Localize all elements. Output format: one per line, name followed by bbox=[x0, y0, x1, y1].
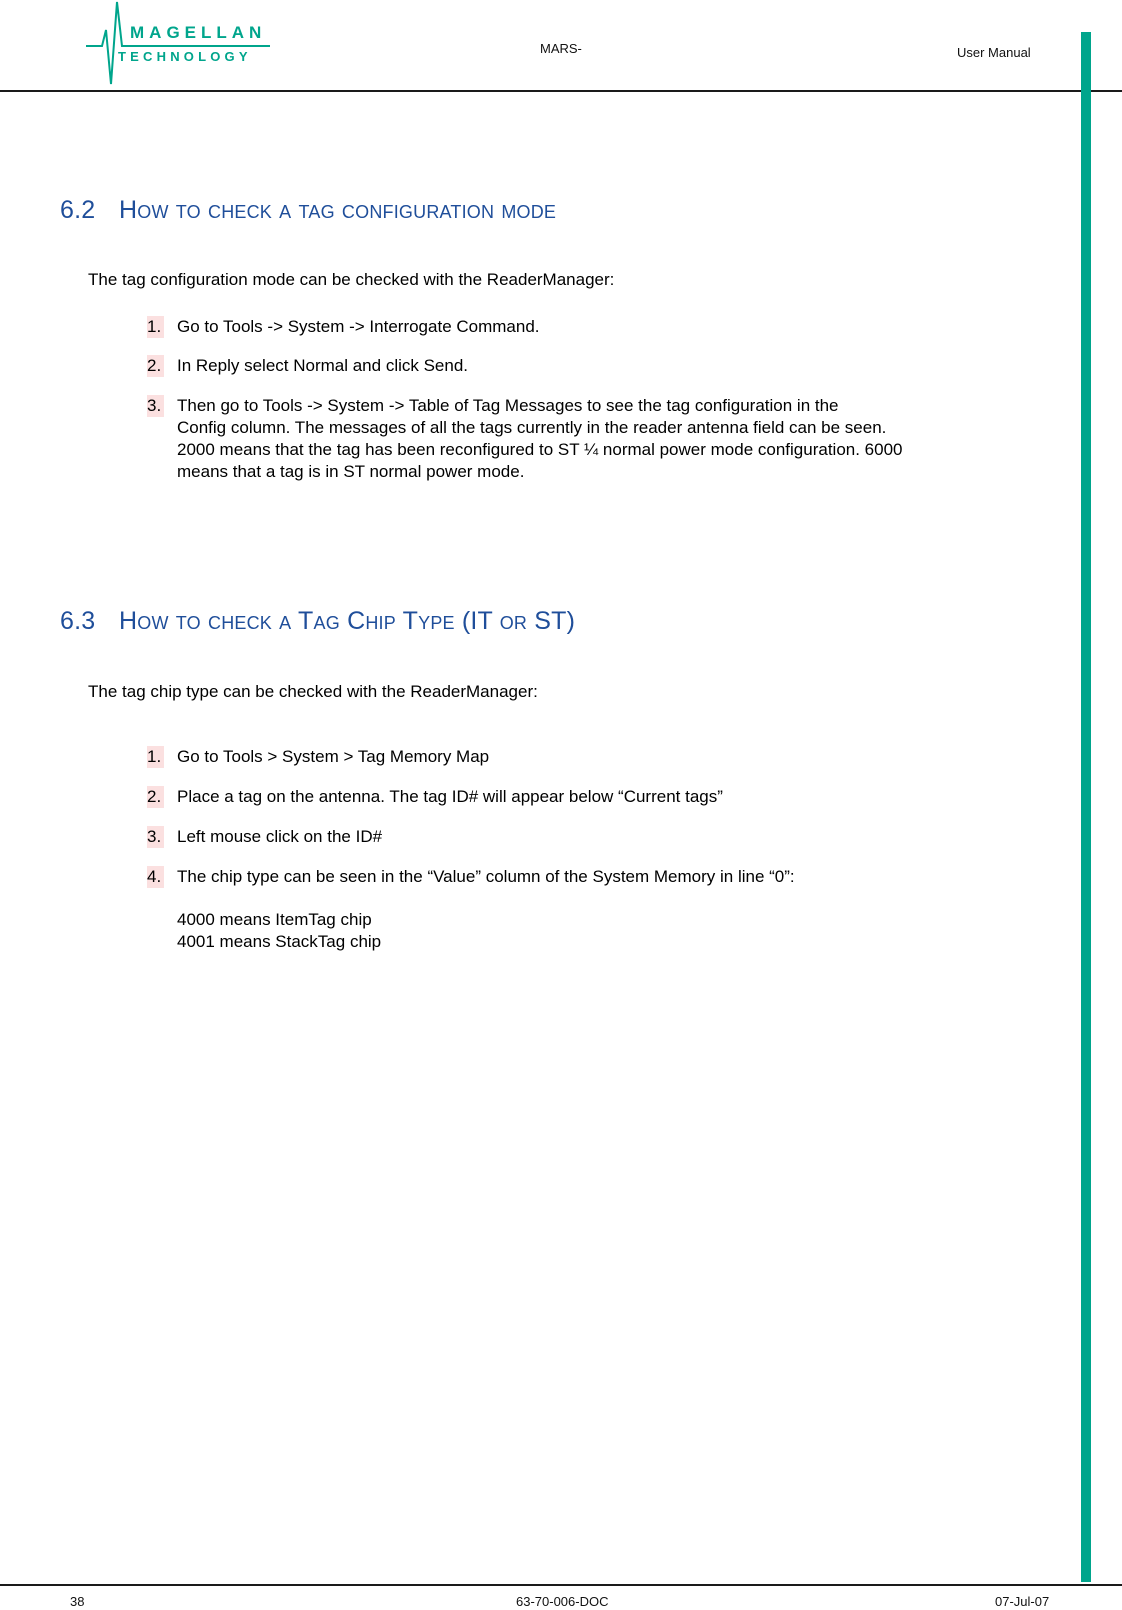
list-number: 3. bbox=[147, 826, 164, 848]
header-rule bbox=[0, 90, 1122, 92]
note-line: 4000 means ItemTag chip bbox=[177, 910, 372, 929]
list-number: 1. bbox=[147, 746, 164, 768]
list-number: 4. bbox=[147, 866, 164, 888]
list-item-line: 2000 means that the tag has been reconfigured to ST ¼ normal power mode configuration. 6000 bbox=[177, 440, 903, 459]
list-item bbox=[177, 786, 723, 808]
list-item-line: Left mouse click on the ID# bbox=[177, 827, 383, 846]
section-number: 6.2 bbox=[60, 196, 96, 224]
list-item-line: means that a tag is in ST normal power mode. bbox=[177, 462, 525, 481]
list-number: 2. bbox=[147, 786, 164, 808]
list-item bbox=[177, 395, 903, 483]
list-number: 2. bbox=[147, 355, 164, 377]
logo-text-line2: TECHNOLOGY bbox=[118, 49, 252, 64]
list-item-line: The chip type can be seen in the “Value” column of the System Memory in line “0”: bbox=[177, 867, 795, 886]
list-number: 1. bbox=[147, 316, 164, 338]
list-item-line: Config column. The messages of all the tags currently in the reader antenna field can be seen. bbox=[177, 418, 887, 437]
footer-page-number: 38 bbox=[70, 1594, 85, 1609]
section-heading-6-3 bbox=[60, 607, 575, 636]
note-line: 4001 means StackTag chip bbox=[177, 932, 382, 951]
list-item bbox=[177, 355, 468, 377]
list-item bbox=[177, 316, 540, 338]
list-number: 3. bbox=[147, 395, 164, 417]
section-number: 6.3 bbox=[60, 607, 96, 635]
list-item-line: In Reply select Normal and click Send. bbox=[177, 356, 469, 375]
footer-doc-number: 63-70-006-DOC bbox=[516, 1594, 609, 1609]
section-intro: The tag configuration mode can be checked with the ReaderManager: bbox=[88, 270, 615, 289]
list-item bbox=[177, 826, 382, 848]
side-accent-bar bbox=[1081, 32, 1091, 1582]
logo-text-line1: MAGELLAN bbox=[130, 23, 267, 42]
list-item-line: Go to Tools > System > Tag Memory Map bbox=[177, 747, 490, 766]
chip-type-notes bbox=[177, 909, 381, 953]
magellan-logo bbox=[84, 0, 274, 88]
footer-date: 07-Jul-07 bbox=[995, 1594, 1050, 1609]
section-title: How to check a Tag Chip Type (IT or ST) bbox=[119, 607, 576, 635]
list-item-line: Go to Tools -> System -> Interrogate Command. bbox=[177, 317, 540, 336]
header-doc-type: User Manual bbox=[957, 45, 1031, 60]
header-doc-title: MARS- bbox=[540, 41, 582, 56]
list-item-line: Then go to Tools -> System -> Table of Tag Messages to see the tag configuration in the bbox=[177, 396, 839, 415]
footer-rule bbox=[0, 1584, 1122, 1586]
section-intro: The tag chip type can be checked with the ReaderManager: bbox=[88, 682, 538, 701]
list-item bbox=[177, 746, 489, 768]
list-item bbox=[177, 866, 795, 888]
list-item-line: Place a tag on the antenna. The tag ID# will appear below “Current tags” bbox=[177, 787, 723, 806]
section-heading-6-2 bbox=[60, 196, 556, 225]
section-title: How to check a tag configuration mode bbox=[119, 196, 557, 224]
